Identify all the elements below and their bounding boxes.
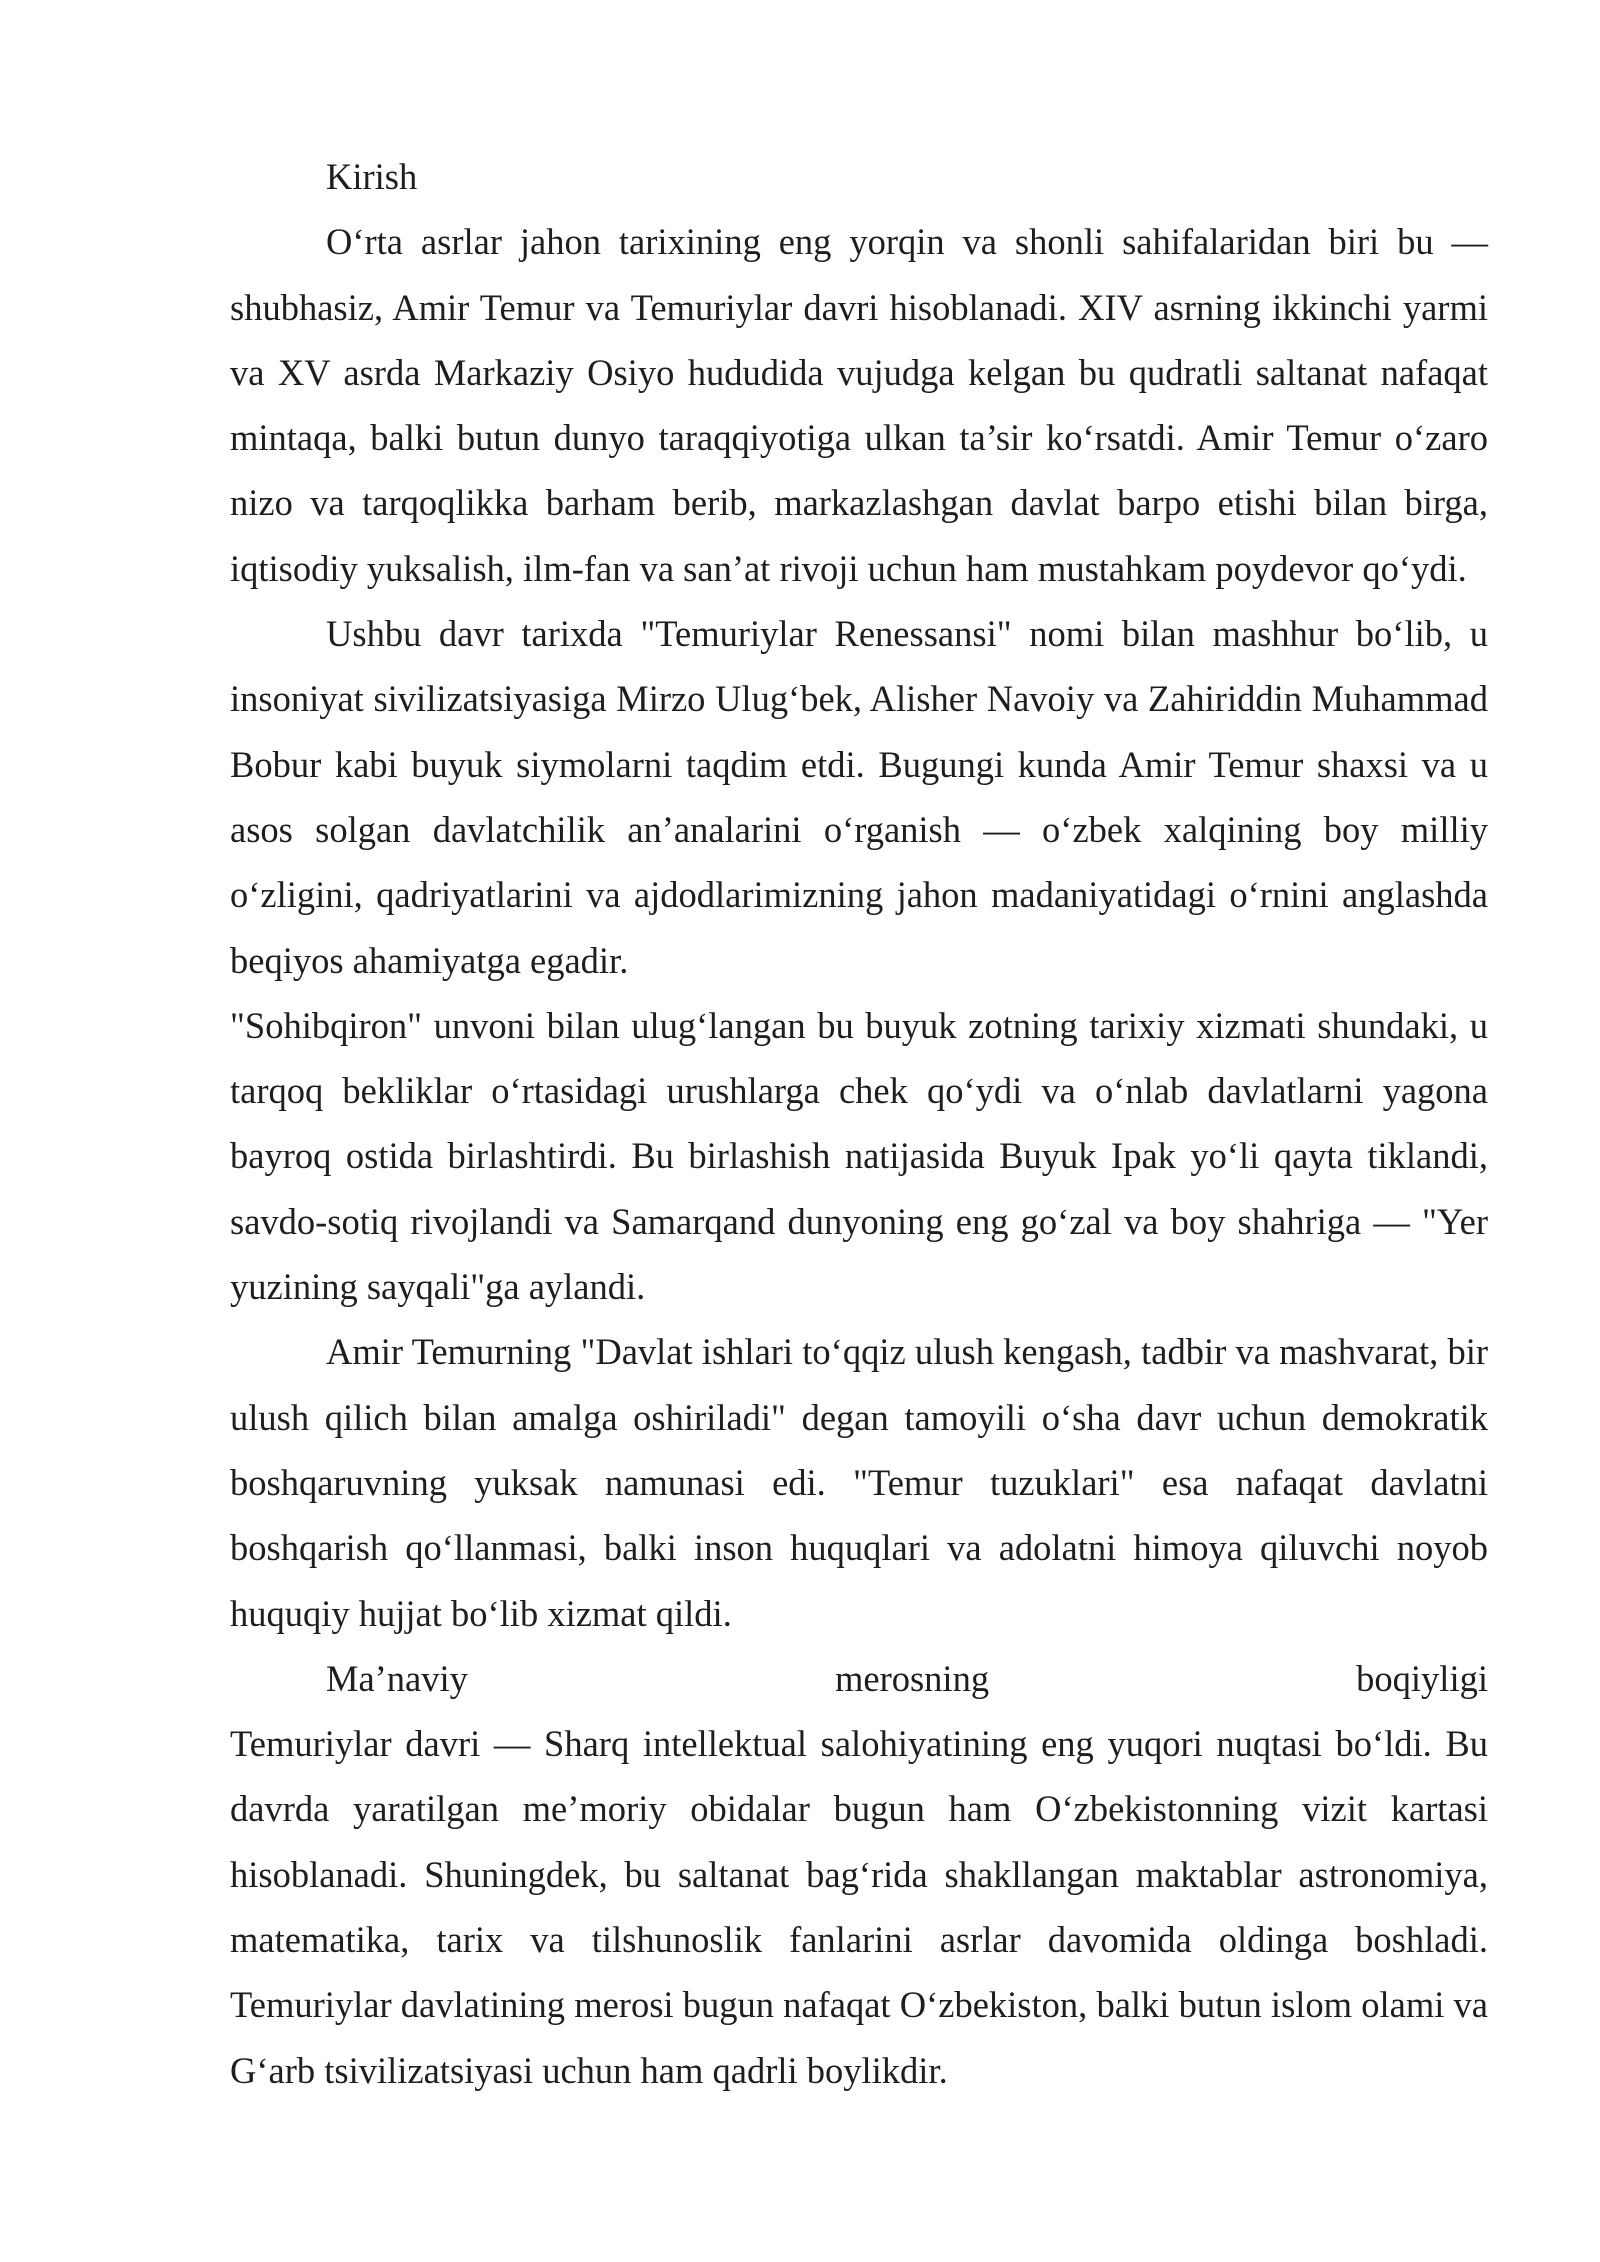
subheading-word-3: boqiyligi [1356, 1657, 1488, 1699]
paragraph-4: Amir Temurning "Davlat ishlari to‘qqiz ulush kengash, tadbir va mashvarat, bir ulush qilich bilan amalga oshiriladi" degan tamoyili o‘sha davr uchun demokratik boshqaruvning yuksak namunasi edi. "Temur tuzuklari" esa nafaqat davlatni boshqarish qo‘llanmasi, balki inson huquqlari va adolatni himoya qiluvchi noyob huquqiy hujjat bo‘lib xizmat qildi. [230, 1331, 1488, 1634]
paragraph-2: Ushbu davr tarixda "Temuriylar Renessansi" nomi bilan mashhur bo‘lib, u insoniyat sivilizatsiyasiga Mirzo Ulug‘bek, Alisher Navoiy va Zahiriddin Muhammad Bobur kabi buyuk siymolarni taqdim etdi. Bugungi kunda Amir Temur shaxsi va u asos solgan davlatchilik an’analarini o‘rganish — o‘zbek xalqining boy milliy o‘zligini, qadriyatlarini va ajdodlarimizning jahon madaniyatidagi o‘rnini anglashda beqiyos ahamiyatga egadir. [230, 613, 1488, 981]
subheading-word-1: Ma’naviy [326, 1657, 468, 1699]
subheading-word-2: merosning [834, 1657, 990, 1699]
section-heading: Kirish [326, 156, 418, 197]
document-page [230, 144, 1488, 2103]
paragraph-1: O‘rta asrlar jahon tarixining eng yorqin va shonli sahifalaridan biri bu — shubhasiz, Amir Temur va Temuriylar davri hisoblanadi. XIV asrning ikkinchi yarmi va XV asrda Markaziy Osiyo hududida vujudga kelgan bu qudratli saltanat nafaqat mintaqa, balki butun dunyo taraqqiyotiga ulkan ta’sir ko‘rsatdi. Amir Temur o‘zaro nizo va tarqoqlikka barham berib, markazlashgan davlat barpo etishi bilan birga, iqtisodiy yuksalish, ilm-fan va san’at rivoji uchun ham mustahkam poydevor qo‘ydi. [230, 221, 1488, 589]
paragraph-3: "Sohibqiron" unvoni bilan ulug‘langan bu buyuk zotning tarixiy xizmati shundaki, u tarqoq bekliklar o‘rtasidagi urushlarga chek qo‘ydi va o‘nlab davlatlarni yagona bayroq ostida birlashtirdi. Bu birlashish natijasida Buyuk Ipak yo‘li qayta tiklandi, savdo-sotiq rivojlandi va Samarqand dunyoning eng go‘zal va boy shahriga — "Yer yuzining sayqali"ga aylandi. [230, 1004, 1488, 1308]
subheading-line [230, 1646, 1488, 1711]
paragraph-5: Temuriylar davri — Sharq intellektual salohiyatining eng yuqori nuqtasi bo‘ldi. Bu davrda yaratilgan me’moriy obidalar bugun ham O‘zbekistonning vizit kartasi hisoblanadi. Shuningdek, bu saltanat bag‘rida shakllangan maktablar astronomiya, matematika, tarix va tilshunoslik fanlarini asrlar davomida oldinga boshladi. Temuriylar davlatining merosi bugun nafaqat O‘zbekiston, balki butun islom olami va G‘arb tsivilizatsiyasi uchun ham qadrli boylikdir. [230, 1723, 1488, 2091]
